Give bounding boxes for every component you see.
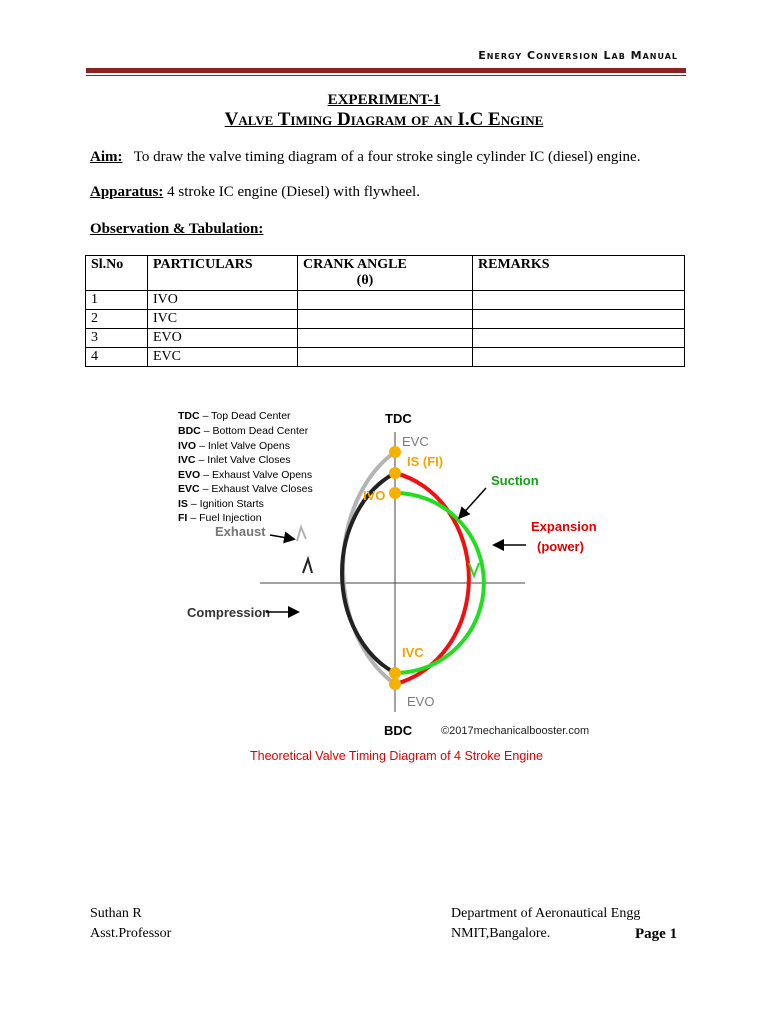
bdc-label: BDC bbox=[384, 723, 413, 738]
table-cell-particular: EVO bbox=[148, 329, 298, 348]
table-cell-particular: EVC bbox=[148, 348, 298, 367]
ivc-marker bbox=[389, 667, 401, 679]
evc-marker bbox=[389, 446, 401, 458]
footer-author-title: Asst.Professor bbox=[90, 926, 172, 941]
is-fi-marker bbox=[389, 467, 401, 479]
column-header: REMARKS bbox=[473, 256, 685, 291]
legend-entry: IVO – Inlet Valve Opens bbox=[178, 440, 290, 452]
table-cell-sl: 1 bbox=[86, 291, 148, 310]
suction-pointer bbox=[460, 488, 486, 517]
page-number: Page 1 bbox=[635, 926, 678, 942]
ivo-marker bbox=[389, 487, 401, 499]
footer-department: Department of Aeronautical Engg bbox=[451, 906, 641, 921]
evo-marker bbox=[389, 678, 401, 690]
diagram-legend bbox=[178, 410, 313, 524]
suction-label: Suction bbox=[491, 473, 539, 488]
expansion-label: Expansion bbox=[531, 519, 597, 534]
tdc-label: TDC bbox=[385, 411, 412, 426]
evo-label: EVO bbox=[407, 694, 435, 709]
compression-arc-arrowhead bbox=[303, 559, 312, 573]
column-header: Sl.No bbox=[86, 256, 148, 291]
power-label: (power) bbox=[537, 539, 584, 554]
exhaust-label: Exhaust bbox=[215, 524, 266, 539]
table-cell-sl: 2 bbox=[86, 310, 148, 329]
copyright-label: ©2017mechanicalbooster.com bbox=[441, 725, 590, 737]
legend-entry: FI – Fuel Injection bbox=[178, 512, 262, 524]
legend-entry: TDC – Top Dead Center bbox=[178, 410, 291, 422]
footer-author-name: Suthan R bbox=[90, 906, 142, 921]
column-header: CRANK ANGLE bbox=[303, 257, 407, 272]
evc-label: EVC bbox=[402, 434, 429, 449]
ivc-label: IVC bbox=[402, 645, 424, 660]
diagram-caption: Theoretical Valve Timing Diagram of 4 Stroke Engine bbox=[250, 749, 543, 763]
experiment-title: Valve Timing Diagram of an I.C Engine bbox=[224, 109, 544, 130]
footer-institute: NMIT,Bangalore. bbox=[451, 926, 551, 941]
legend-entry: EVC – Exhaust Valve Closes bbox=[178, 483, 313, 495]
legend-entry: IVC – Inlet Valve Closes bbox=[178, 454, 291, 466]
exhaust-pointer bbox=[270, 535, 293, 539]
compression-label: Compression bbox=[187, 605, 271, 620]
table-cell-particular: IVO bbox=[148, 291, 298, 310]
running-header: Energy Conversion Lab Manual bbox=[478, 49, 678, 62]
exhaust-arc-arrowhead bbox=[297, 527, 306, 541]
table-cell-particular: IVC bbox=[148, 310, 298, 329]
crank-angle-unit: (θ) bbox=[356, 273, 374, 288]
table-cell-sl: 4 bbox=[86, 348, 148, 367]
observation-heading: Observation & Tabulation: bbox=[90, 221, 264, 237]
aim-label: Aim: bbox=[90, 149, 123, 165]
legend-entry: IS – Ignition Starts bbox=[178, 498, 264, 510]
legend-entry: EVO – Exhaust Valve Opens bbox=[178, 469, 313, 481]
apparatus-label: Apparatus: bbox=[90, 184, 164, 200]
ivo-label: IVO bbox=[363, 488, 386, 503]
is-fi-label: IS (FI) bbox=[407, 454, 444, 469]
column-header: PARTICULARS bbox=[148, 256, 298, 291]
apparatus-text: 4 stroke IC engine (Diesel) with flywheel. bbox=[167, 184, 420, 200]
aim-text: To draw the valve timing diagram of a four stroke single cylinder IC (diesel) engine. bbox=[133, 149, 641, 165]
table-cell-sl: 3 bbox=[86, 329, 148, 348]
experiment-label: EXPERIMENT-1 bbox=[327, 92, 441, 108]
compression-arc bbox=[342, 473, 395, 673]
legend-entry: BDC – Bottom Dead Center bbox=[178, 425, 309, 437]
